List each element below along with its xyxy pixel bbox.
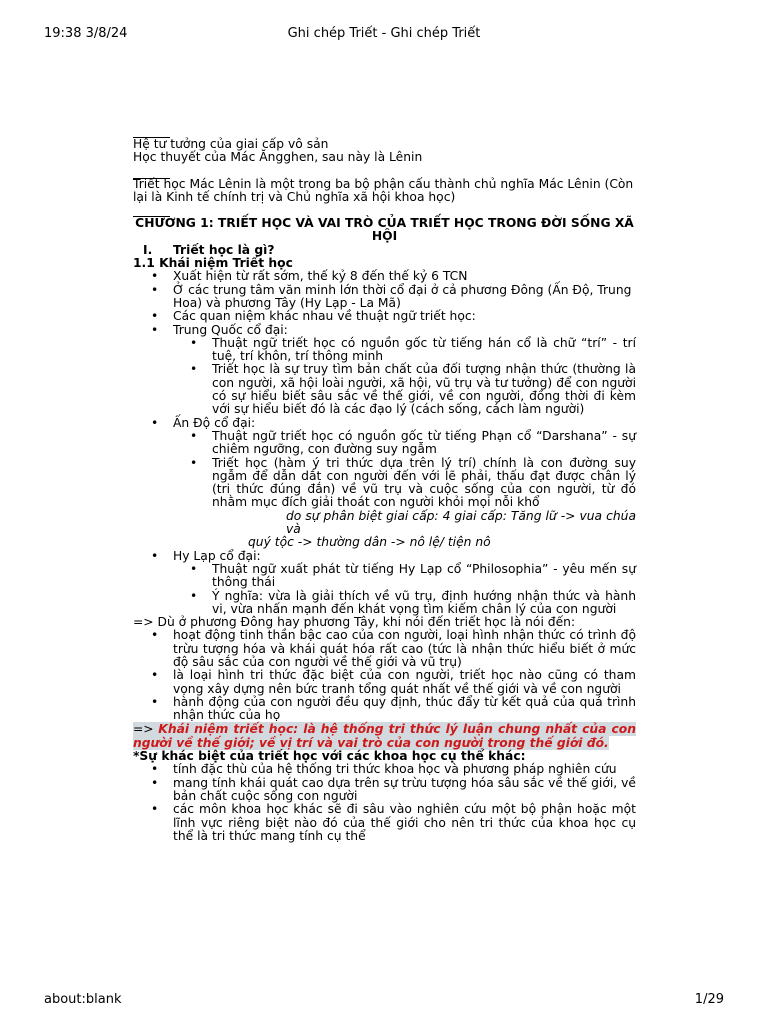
italic-note: do sự phân biệt giai cấp: 4 giai cấp: Tăng lữ -> vua chúa và quý tộc -> thường dân -> nô lệ/ tiện nô bbox=[248, 508, 636, 550]
print-title: Ghi chép Triết - Ghi chép Triết bbox=[287, 26, 481, 41]
print-footer bbox=[44, 992, 724, 1008]
print-timestamp: 19:38 3/8/24 bbox=[44, 26, 128, 41]
list-item: • Xuất hiện từ rất sớm, thế kỷ 8 đến thế kỷ 6 TCN bbox=[133, 270, 636, 283]
chapter-title: CHƯƠNG 1: TRIẾT HỌC VÀ VAI TRÒ CỦA TRIẾT HỌC TRONG ĐỜI SỐNG XÃ HỘI bbox=[135, 216, 634, 244]
nested-list bbox=[173, 337, 636, 417]
list-item: • hoạt động tinh thần bậc cao của con người, loại hình nhận thức có trình độ trừu tượng hóa và khái quát hóa rất cao (tức là nhận thức hiểu biết ở mức độ sâu sắc của con người về thế giới và vũ trụ) bbox=[133, 629, 636, 669]
summary-line: => Dù ở phương Đông hay phương Tây, khi nói đến triết học là nói đến: bbox=[133, 615, 576, 630]
list-item: • Trung Quốc cổ đại: • Thuật ngữ triết học có nguồn gốc từ tiếng hán cổ là chữ “trí” - trí tuệ, trí khôn, trí thông minh • Triết học là sự truy tìm bản chất của đối tượng nhận thức (thường là con người, xã hội loài người, xã hội, vũ trụ và tư tưởng) để con người có sự hiểu biết sâu sắc về thế giới, về con người, đồng thời đi kèm với sự hiểu biết đó là các đạo lý (cách sống, cách làm người) bbox=[133, 324, 636, 417]
definition-highlight bbox=[133, 722, 636, 749]
intro-line-2: Học thuyết của Mác Ăngghen, sau này là Lênin bbox=[133, 150, 423, 165]
section-title: Triết học là gì? bbox=[173, 242, 275, 257]
list-item: • tính đặc thù của hệ thống tri thức khoa học và phương pháp nghiên cứu bbox=[133, 763, 636, 776]
bullet-list bbox=[133, 270, 636, 616]
intro-line-3: Triết học Mác Lênin là một trong ba bộ phận cấu thành chủ nghĩa Mác Lênin (Còn lại là Kinh tế chính trị và Chủ nghĩa xã hội khoa học) bbox=[133, 176, 634, 204]
list-item: • Triết học là sự truy tìm bản chất của đối tượng nhận thức (thường là con người, xã hội loài người, xã hội, vũ trụ và tư tưởng) để con người có sự hiểu biết sâu sắc về thế giới, về con người, đồng thời đi kèm với sự hiểu biết đó là các đạo lý (cách sống, cách làm người) bbox=[133, 363, 636, 416]
summary-list bbox=[133, 629, 636, 722]
intro-line-1: Hệ tư tưởng của giai cấp vô sản bbox=[133, 137, 329, 151]
page-number: 1/29 bbox=[694, 992, 724, 1007]
section-heading bbox=[133, 244, 636, 257]
difference-list bbox=[133, 763, 636, 843]
definition-paragraph bbox=[133, 723, 636, 750]
definition-arrow: => bbox=[133, 722, 159, 737]
list-item: • Thuật ngữ triết học có nguồn gốc từ tiếng Phạn cổ “Darshana” - sự chiêm ngưỡng, con đường suy ngẫm bbox=[133, 430, 636, 457]
nested-list bbox=[173, 563, 636, 616]
section-number: I. bbox=[143, 242, 153, 257]
list-item: • Hy Lạp cổ đại: • Thuật ngữ xuất phát từ tiếng Hy Lạp cổ “Philosophia” - yêu mến sự thông thái • Ý nghĩa: vừa là giải thích về vũ trụ, định hướng nhận thức và hành vi, vừa nhấn mạnh đến khát vọng tìm kiếm chân lý của con người bbox=[133, 550, 636, 616]
list-item: • Ấn Độ cổ đại: • Thuật ngữ triết học có nguồn gốc từ tiếng Phạn cổ “Darshana” - sự chiêm ngưỡng, con đường suy ngẫm • Triết học (hàm ý tri thức dựa trên lý trí) chính là con đường suy ngẫm để dẫn dắt con người đến với lẽ phải, thấu đạt được chân lý (tri thức đúng đắn) về vũ trụ và cuộc sống của con người, từ đó nhằm mục đích giải thoát con người khỏi mọi nỗi khổ do sự phân biệt giai cấp: 4 giai cấp: Tăng lữ -> vua chúa và quý tộc -> thường dân -> nô lệ/ tiện nô bbox=[133, 417, 636, 550]
print-header bbox=[44, 26, 724, 42]
list-item: • Các quan niệm khác nhau về thuật ngữ triết học: bbox=[133, 310, 636, 323]
definition-text: Khái niệm triết học: là hệ thống tri thức lý luận chung nhất của con người về thế giới; về vị trí và vai trò của con người trong thế giới đó. bbox=[133, 722, 636, 750]
list-item: • Ở các trung tâm văn minh lớn thời cổ đại ở cả phương Đông (Ấn Độ, Trung Hoa) và phương Tây (Hy Lạp - La Mã) bbox=[133, 284, 636, 311]
nested-list bbox=[173, 430, 636, 550]
list-item: • Thuật ngữ triết học có nguồn gốc từ tiếng hán cổ là chữ “trí” - trí tuệ, trí khôn, trí thông minh bbox=[133, 337, 636, 364]
list-item: • là loại hình tri thức đặc biệt của con người, triết học nào cũng có tham vọng xây dựng nên bức tranh tổng quát nhất về thế giới và về con người bbox=[133, 669, 636, 696]
subsection-heading: 1.1 Khái niệm Triết học bbox=[133, 256, 293, 271]
document-body bbox=[133, 137, 636, 843]
list-item: • Thuật ngữ xuất phát từ tiếng Hy Lạp cổ “Philosophia” - yêu mến sự thông thái bbox=[133, 563, 636, 590]
list-item: • Triết học (hàm ý tri thức dựa trên lý trí) chính là con đường suy ngẫm để dẫn dắt con người đến với lẽ phải, thấu đạt được chân lý (tri thức đúng đắn) về vũ trụ và cuộc sống của con người, từ đó nhằm mục đích giải thoát con người khỏi mọi nỗi khổ do sự phân biệt giai cấp: 4 giai cấp: Tăng lữ -> vua chúa và quý tộc -> thường dân -> nô lệ/ tiện nô bbox=[133, 457, 636, 550]
print-url: about:blank bbox=[44, 992, 122, 1007]
list-item: • hành động của con người đều quy định, thúc đẩy từ kết quả của quá trình nhận thức của họ bbox=[133, 696, 636, 723]
list-item: • mang tính khái quát cao dựa trên sự trừu tượng hóa sâu sắc về thế giới, về bản chất cuộc sống con người bbox=[133, 777, 636, 804]
difference-heading: *Sự khác biệt của triết học với các khoa học cụ thể khác: bbox=[133, 749, 526, 764]
list-item: • các môn khoa học khác sẽ đi sâu vào nghiên cứu một bộ phận hoặc một lĩnh vực riêng biệt nào đó của thế giới cho nên tri thức của khoa học cụ thể là tri thức mang tính cụ thể bbox=[133, 803, 636, 843]
list-item: • Ý nghĩa: vừa là giải thích về vũ trụ, định hướng nhận thức và hành vi, vừa nhấn mạnh đến khát vọng tìm kiếm chân lý của con người bbox=[133, 590, 636, 617]
